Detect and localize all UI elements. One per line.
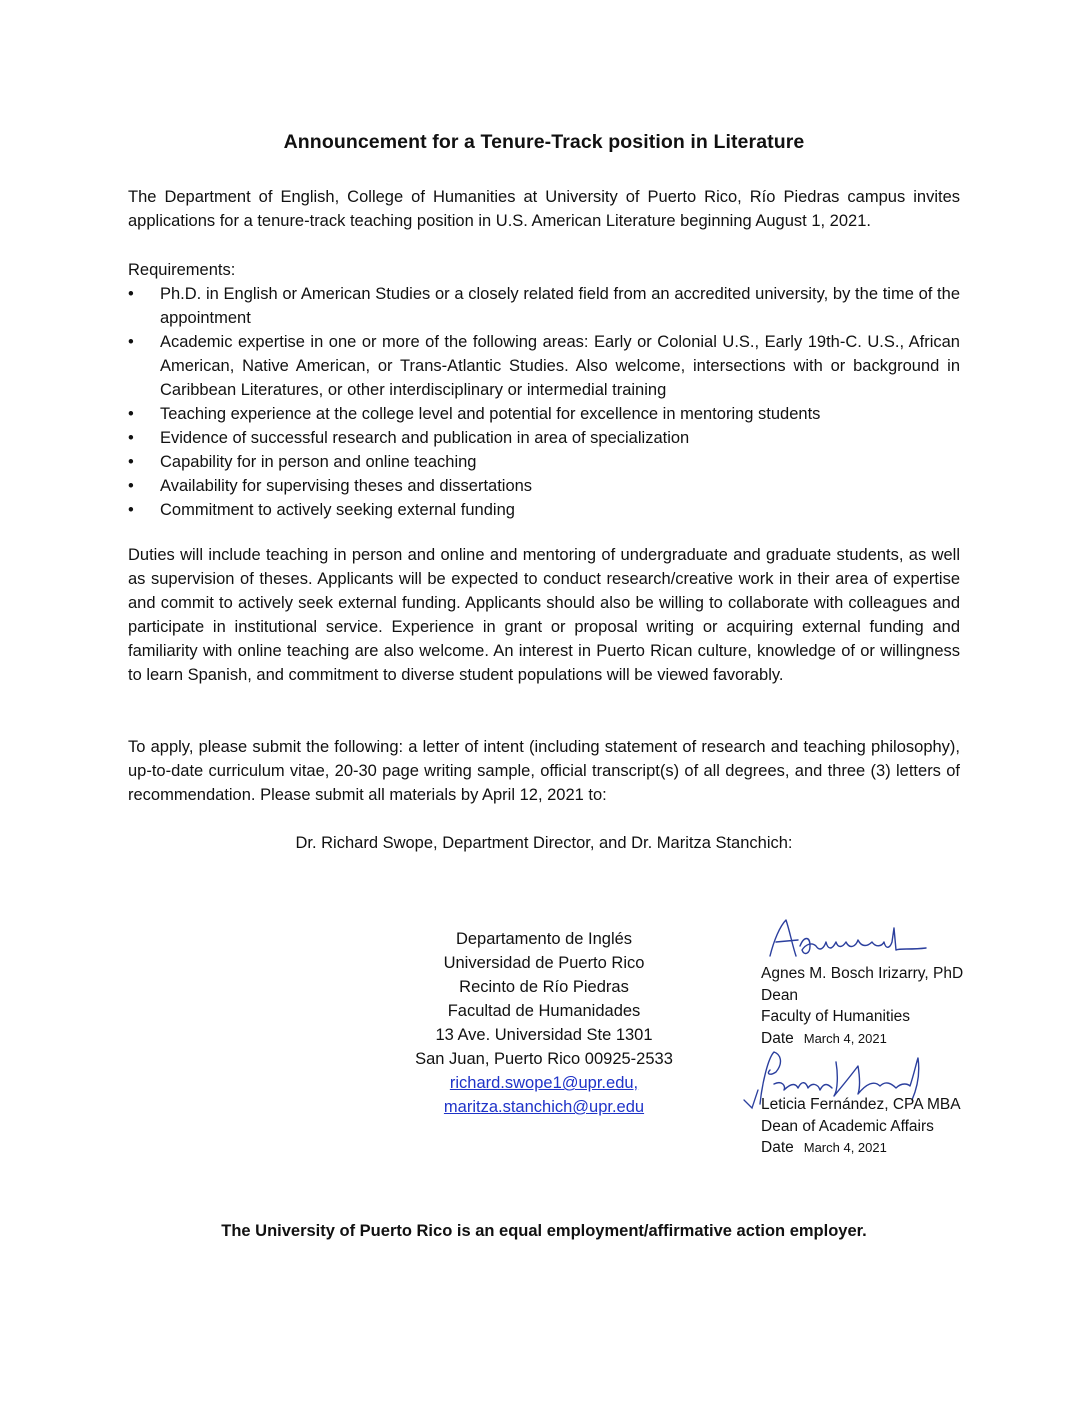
mailing-address [380,927,708,1119]
equal-employment-statement: The University of Puerto Rico is an equal employment/affirmative action employer. [221,1222,867,1240]
requirements-list [128,282,960,522]
email-link-stanchich[interactable]: maritza.stanchich@upr.edu [443,1098,645,1116]
intro-paragraph: The Department of English, College of Humanities at University of Puerto Rico, Río Piedras campus invites applications for a tenure-track teaching position in U.S. American Literature beginning August 1, 2021. [128,188,960,230]
bullet-icon: • [128,333,134,351]
signer-name: Leticia Fernández, CPA MBA [761,1096,961,1113]
requirement-item: • Teaching experience at the college level and potential for excellence in mentoring students [128,402,960,426]
dean-signature-block [761,963,963,1049]
signer-name: Agnes M. Bosch Irizarry, PhD [761,965,964,982]
dean-signature [740,912,930,964]
requirement-item: • Academic expertise in one or more of the following areas: Early or Colonial U.S., Early 19th-C. U.S., African American, Native American, or Trans-Atlantic Studies. Also welcome, intersections with or background in Caribbean Literatures, or other interdisciplinary or intermedial training [128,330,960,402]
signature-date: March 4, 2021 [803,1140,887,1155]
duties-paragraph: Duties will include teaching in person and online and mentoring of undergraduate and graduate students, as well as supervision of theses. Applicants will be expected to conduct research/creative work in their area of expertise and commit to actively seek external funding. Applicants should also be willing to collaborate with colleagues and participate in institutional service. Experience in grant or proposal writing or acquiring external funding and familiarity with online teaching are also welcome. An interest in Puerto Rican culture, knowledge of or willingness to learn Spanish, and commitment to diverse student populations will be viewed favorably. [128,546,960,684]
contacts-line: Dr. Richard Swope, Department Director, and Dr. Maritza Stanchich: [295,834,793,852]
address-line: Recinto de Río Piedras [459,978,629,996]
signer-title: Dean of Academic Affairs [761,1117,934,1135]
academic-affairs-signature-block [761,1094,961,1159]
requirement-item: • Evidence of successful research and publication in area of specialization [128,426,960,450]
requirement-item: • Capability for in person and online teaching [128,450,960,474]
address-line: 13 Ave. Universidad Ste 1301 [435,1026,653,1044]
bullet-icon: • [128,429,134,447]
requirements-label: Requirements: [128,261,236,279]
bullet-icon: • [128,453,134,471]
page-title: Announcement for a Tenure-Track position in Literature [283,131,805,153]
bullet-icon: • [128,285,134,303]
address-line: Departamento de Inglés [455,930,633,948]
requirement-item: • Ph.D. in English or American Studies or a closely related field from an accredited university, by the time of the appointment [128,282,960,330]
date-label: Date [761,1139,794,1156]
bullet-icon: • [128,501,134,519]
bullet-icon: • [128,405,134,423]
signer-title: Dean [761,986,799,1004]
apply-paragraph: To apply, please submit the following: a letter of intent (including statement of research and teaching philosophy), up-to-date curriculum vitae, 20-30 page writing sample, official transcript(s) of all degrees, and three (3) letters of recommendation. Please submit all materials by April 12, 2021 to: [128,738,960,804]
bullet-icon: • [128,477,134,495]
address-line: Facultad de Humanidades [447,1002,641,1020]
address-line: San Juan, Puerto Rico 00925-2533 [415,1050,673,1068]
signature-date: March 4, 2021 [803,1030,887,1046]
requirement-item: • Commitment to actively seeking external funding [128,498,960,522]
address-line: Universidad de Puerto Rico [443,954,645,972]
date-label: Date [761,1029,794,1047]
requirement-item: • Availability for supervising theses and dissertations [128,474,960,498]
email-link-swope[interactable]: richard.swope1@upr.edu, [449,1074,639,1092]
signer-title: Faculty of Humanities [761,1008,911,1025]
